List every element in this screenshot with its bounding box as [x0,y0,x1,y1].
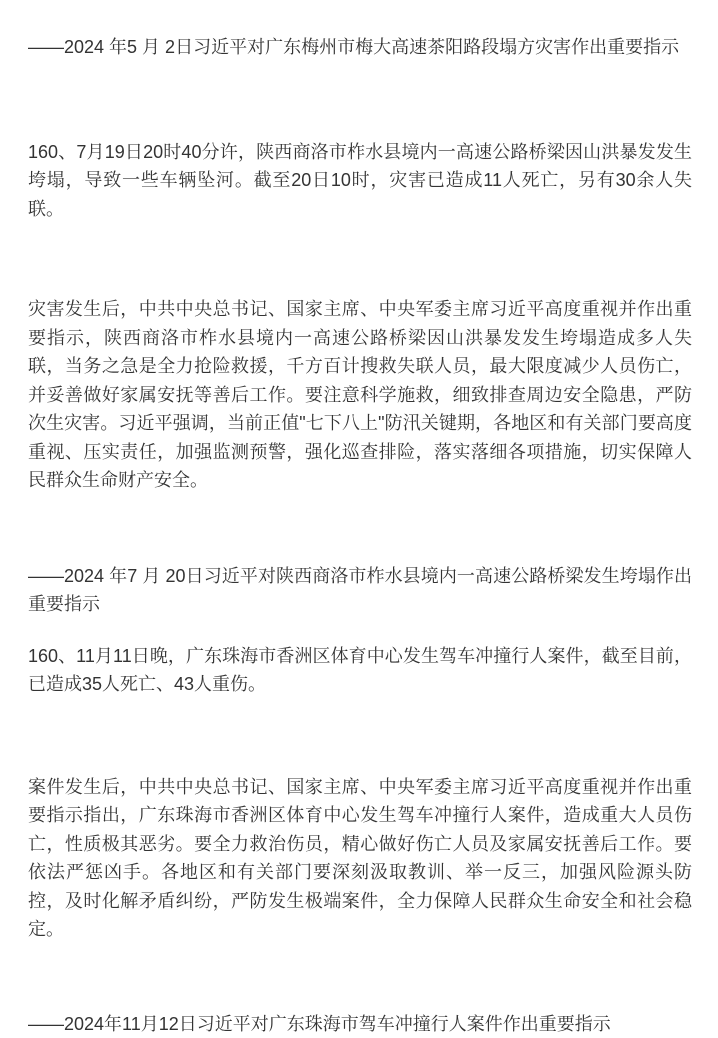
attribution-meizhou-directive: ——2024 年5 月 2日习近平对广东梅州市梅大高速茶阳路段塌方灾害作出重要指示 [28,33,692,62]
paragraph-zhuhai-incident-directive: 案件发生后，中共中央总书记、国家主席、中央军委主席习近平高度重视并作出重要指示指出，广东珠海市香洲区体育中心发生驾车冲撞行人案件，造成重大人员伤亡，性质极其恶劣。要全力救治伤员，精心做好伤亡人员及家属安抚善后工作。要依法严惩凶手。各地区和有关部门要深刻汲取教训、举一反三，加强风险源头防控，及时化解矛盾纠纷，严防发生极端案件，全力保障人民群众生命安全和社会稳定。 [28,773,692,944]
attribution-zhuhai-directive: ——2024年11月12日习近平对广东珠海市驾车冲撞行人案件作出重要指示 [28,1010,692,1038]
paragraph-shaanxi-bridge-collapse-directive: 灾害发生后，中共中央总书记、国家主席、中央军委主席习近平高度重视并作出重要指示，陕西商洛市柞水县境内一高速公路桥梁因山洪暴发发生垮塌造成多人失联，当务之急是全力抢险救援，千方百计搜救失联人员，最大限度减少人员伤亡，并妥善做好家属安抚等善后工作。要注意科学施救，细致排查周边安全隐患，严防次生灾害。习近平强调，当前正值"七下八上"防汛关键期，各地区和有关部门要高度重视、压实责任，加强监测预警，强化巡查排险，落实落细各项措施，切实保障人民群众生命财产安全。 [28,295,692,495]
paragraph-shaanxi-bridge-collapse-facts: 160、7月19日20时40分许，陕西商洛市柞水县境内一高速公路桥梁因山洪暴发发生垮塌，导致一些车辆坠河。截至20日10时，灾害已造成11人死亡，另有30余人失联。 [28,138,692,224]
attribution-shaanxi-bridge-directive: ——2024 年7 月 20日习近平对陕西商洛市柞水县境内一高速公路桥梁发生垮塌作出重要指示 [28,562,692,619]
paragraph-zhuhai-incident-facts: 160、11月11日晚，广东珠海市香洲区体育中心发生驾车冲撞行人案件，截至目前，已造成35人死亡、43人重伤。 [28,642,692,699]
